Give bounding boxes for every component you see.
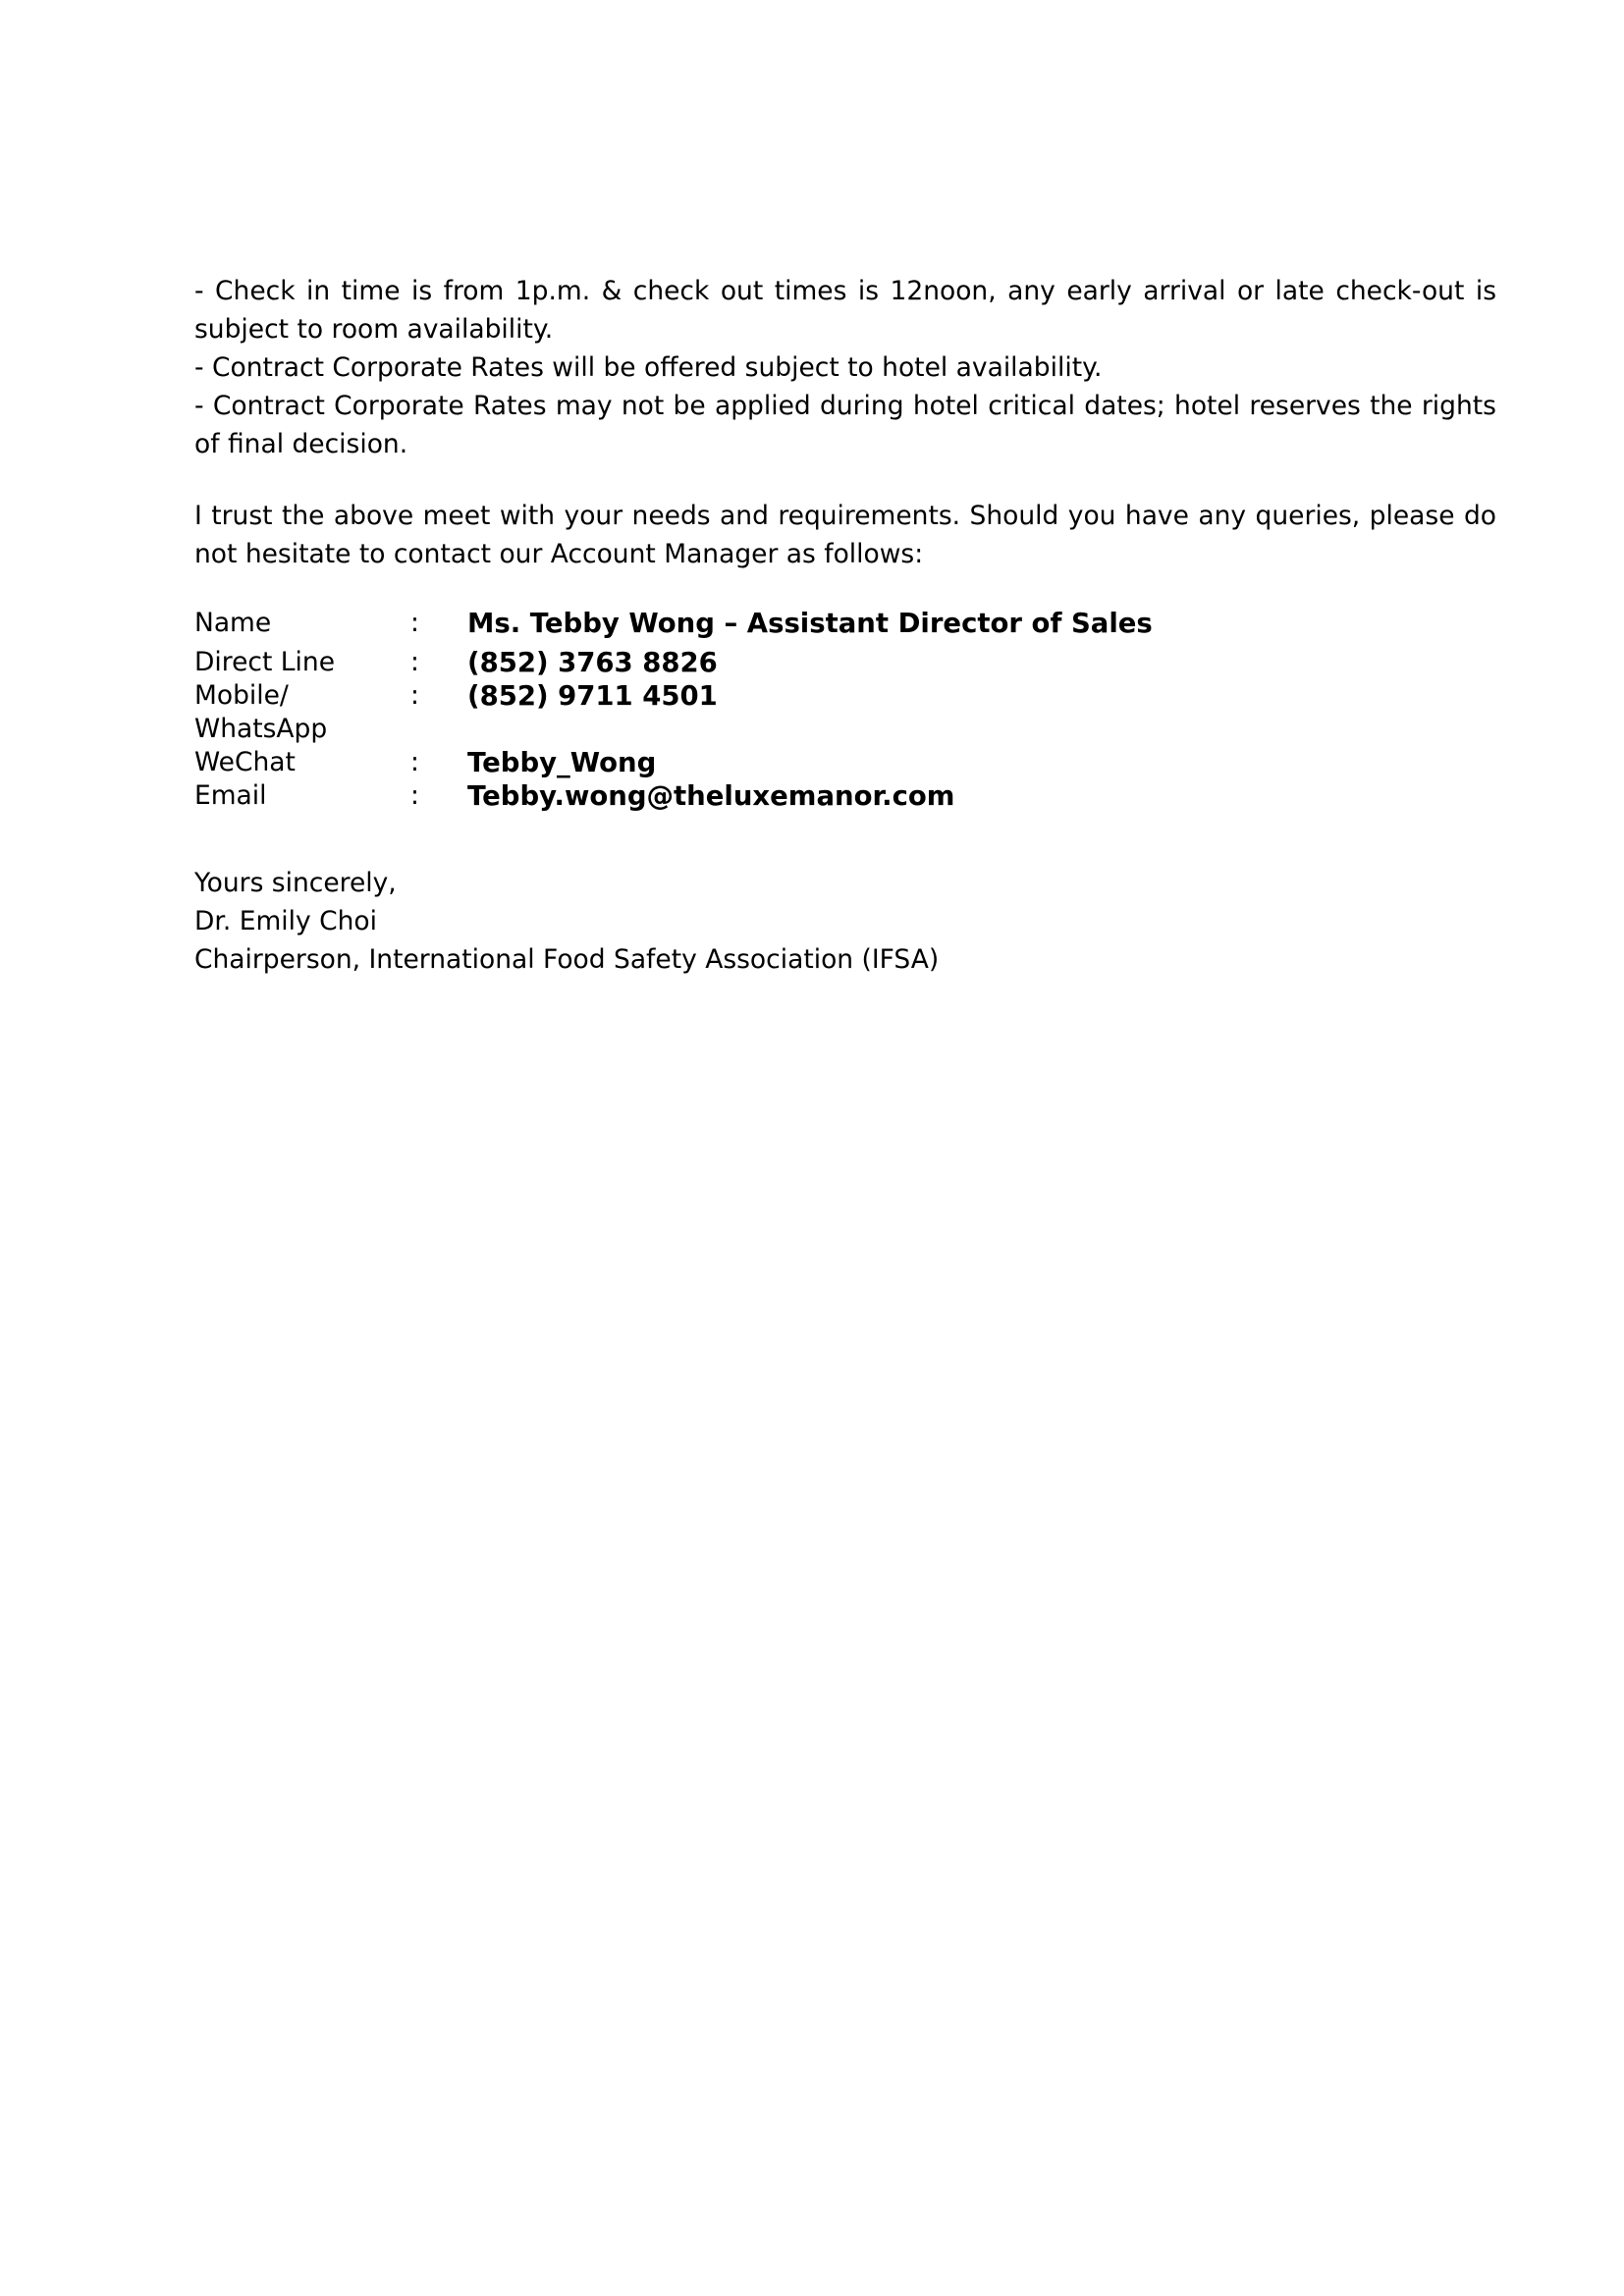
- contact-row-wechat: [194, 746, 1496, 779]
- term-critical-dates: - Contract Corporate Rates may not be applied during hotel critical dates; hotel reserves the rights of final decision.: [194, 391, 1496, 459]
- contact-wechat-value: Tebby_Wong: [467, 747, 657, 778]
- contact-separator: :: [410, 647, 419, 677]
- closing-salutation: Yours sincerely,: [194, 868, 397, 898]
- contact-row-direct-line: [194, 646, 1496, 679]
- signatory-title: Chairperson, International Food Safety Association (IFSA): [194, 944, 940, 975]
- contact-row-mobile: [194, 679, 1496, 746]
- contact-label: Direct Line: [194, 647, 335, 677]
- intro-paragraph: I trust the above meet with your needs and requirements. Should you have any queries, please do not hesitate to contact our Account Manager as follows:: [194, 501, 1496, 569]
- closing-block: [194, 864, 1496, 979]
- contact-label: Name: [194, 608, 272, 638]
- term-check-in: - Check in time is from 1p.m. & check out times is 12noon, any early arrival or late check-out is subject to room availability.: [194, 276, 1496, 345]
- contact-row-name: [194, 607, 1496, 640]
- signatory-name: Dr. Emily Choi: [194, 906, 377, 936]
- contact-label: WeChat: [194, 747, 296, 777]
- letter-body: [194, 272, 1496, 979]
- contact-email-value: Tebby.wong@theluxemanor.com: [467, 780, 955, 812]
- contact-mobile-value: (852) 9711 4501: [467, 680, 718, 712]
- contact-separator: :: [410, 747, 419, 777]
- contact-separator: :: [410, 680, 419, 711]
- contact-details: [194, 607, 1496, 813]
- term-availability: - Contract Corporate Rates will be offered subject to hotel availability.: [194, 352, 1103, 383]
- contact-separator: :: [410, 780, 419, 811]
- contact-direct-line-value: (852) 3763 8826: [467, 647, 718, 678]
- contact-name-value: Ms. Tebby Wong – Assistant Director of Sales: [467, 608, 1153, 639]
- contact-label: Mobile/ WhatsApp: [194, 680, 328, 744]
- contact-row-email: [194, 779, 1496, 813]
- contact-label: Email: [194, 780, 267, 811]
- contact-separator: :: [410, 608, 419, 638]
